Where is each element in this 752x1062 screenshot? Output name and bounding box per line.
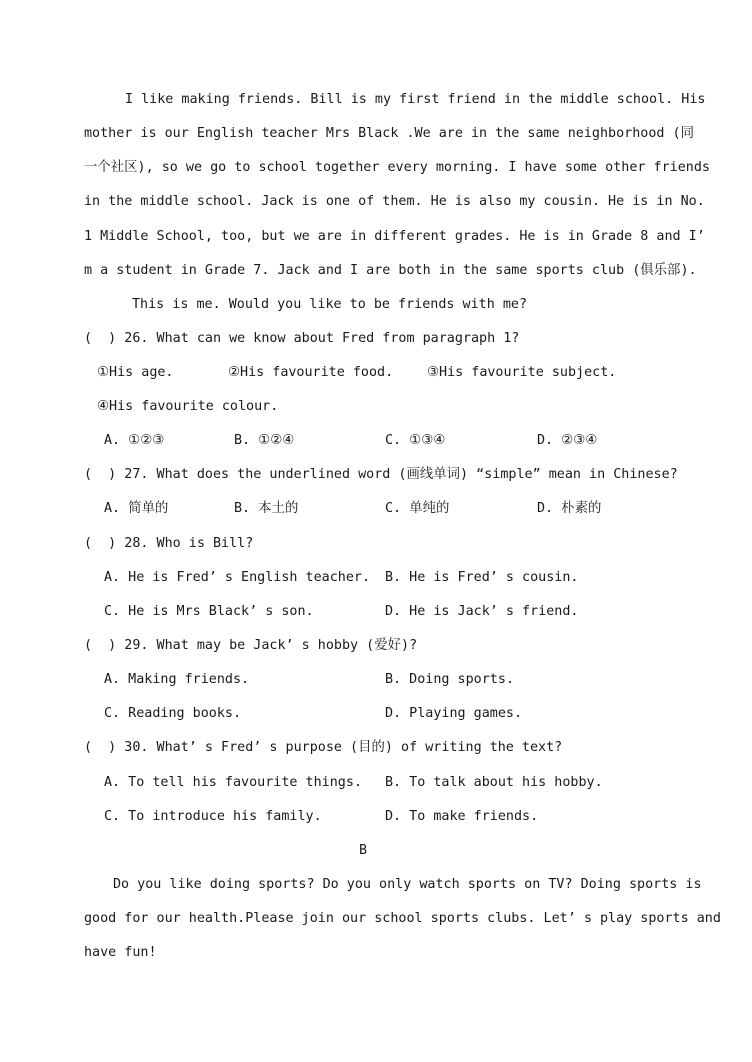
passage-a-closing: This is me. Would you like to be friends with me? bbox=[132, 297, 528, 312]
passage-a-line-5: 1 Middle School, too, but we are in different grades. He is in Grade 8 and I’ bbox=[84, 229, 705, 244]
question-30-stem: ( ) 30. What’ s Fred’ s purpose (目的) of writing the text? bbox=[84, 740, 563, 755]
passage-a-line-4: in the middle school. Jack is one of them. He is also my cousin. He is in No. bbox=[84, 194, 705, 209]
question-28-option-b[interactable]: B. He is Fred’ s cousin. bbox=[385, 570, 579, 585]
question-30-option-c[interactable]: C. To introduce his family. bbox=[104, 809, 322, 824]
question-29-option-d[interactable]: D. Playing games. bbox=[385, 706, 523, 721]
question-27-option-c[interactable]: C. 单纯的 bbox=[385, 501, 450, 516]
question-28-option-a[interactable]: A. He is Fred’ s English teacher. bbox=[104, 570, 371, 585]
question-27-option-a[interactable]: A. 简单的 bbox=[104, 501, 169, 516]
question-29-option-c[interactable]: C. Reading books. bbox=[104, 706, 242, 721]
question-26-item-4: ④His favourite colour. bbox=[97, 399, 279, 414]
question-27-option-d[interactable]: D. 朴素的 bbox=[537, 501, 602, 516]
section-b-line-1: Do you like doing sports? Do you only watch sports on TV? Doing sports is bbox=[113, 877, 702, 892]
question-26-item-3: ③His favourite subject. bbox=[427, 365, 617, 380]
question-28-stem: ( ) 28. Who is Bill? bbox=[84, 536, 254, 551]
question-27-option-b[interactable]: B. 本土的 bbox=[234, 501, 299, 516]
question-26-item-2: ②His favourite food. bbox=[228, 365, 394, 380]
question-26-stem: ( ) 26. What can we know about Fred from paragraph 1? bbox=[84, 331, 520, 346]
question-28-option-d[interactable]: D. He is Jack’ s friend. bbox=[385, 604, 579, 619]
question-26-option-a[interactable]: A. ①②③ bbox=[104, 433, 165, 448]
question-29-option-a[interactable]: A. Making friends. bbox=[104, 672, 250, 687]
question-30-option-a[interactable]: A. To tell his favourite things. bbox=[104, 775, 362, 790]
question-26-item-1: ①His age. bbox=[97, 365, 174, 380]
question-30-option-b[interactable]: B. To talk about his hobby. bbox=[385, 775, 603, 790]
question-29-option-b[interactable]: B. Doing sports. bbox=[385, 672, 514, 687]
section-b-line-2: good for our health.Please join our school sports clubs. Let’ s play sports and bbox=[84, 911, 721, 926]
question-26-option-d[interactable]: D. ②③④ bbox=[537, 433, 598, 448]
question-29-stem: ( ) 29. What may be Jack’ s hobby (爱好)? bbox=[84, 638, 418, 653]
passage-a-line-2: mother is our English teacher Mrs Black .We are in the same neighborhood (同 bbox=[84, 126, 694, 141]
question-30-option-d[interactable]: D. To make friends. bbox=[385, 809, 539, 824]
question-28-option-c[interactable]: C. He is Mrs Black’ s son. bbox=[104, 604, 314, 619]
question-26-option-c[interactable]: C. ①③④ bbox=[385, 433, 446, 448]
passage-a-line-1: I like making friends. Bill is my first friend in the middle school. His bbox=[125, 92, 706, 107]
section-b-line-3: have fun! bbox=[84, 945, 157, 960]
passage-a-line-6: m a student in Grade 7. Jack and I are both in the same sports club (俱乐部). bbox=[84, 263, 697, 278]
question-26-option-b[interactable]: B. ①②④ bbox=[234, 433, 295, 448]
question-27-stem: ( ) 27. What does the underlined word (画线单词) “simple” mean in Chinese? bbox=[84, 467, 678, 482]
section-b-heading: B bbox=[358, 843, 368, 858]
passage-a-line-3: 一个社区), so we go to school together every morning. I have some other friends bbox=[84, 160, 710, 175]
